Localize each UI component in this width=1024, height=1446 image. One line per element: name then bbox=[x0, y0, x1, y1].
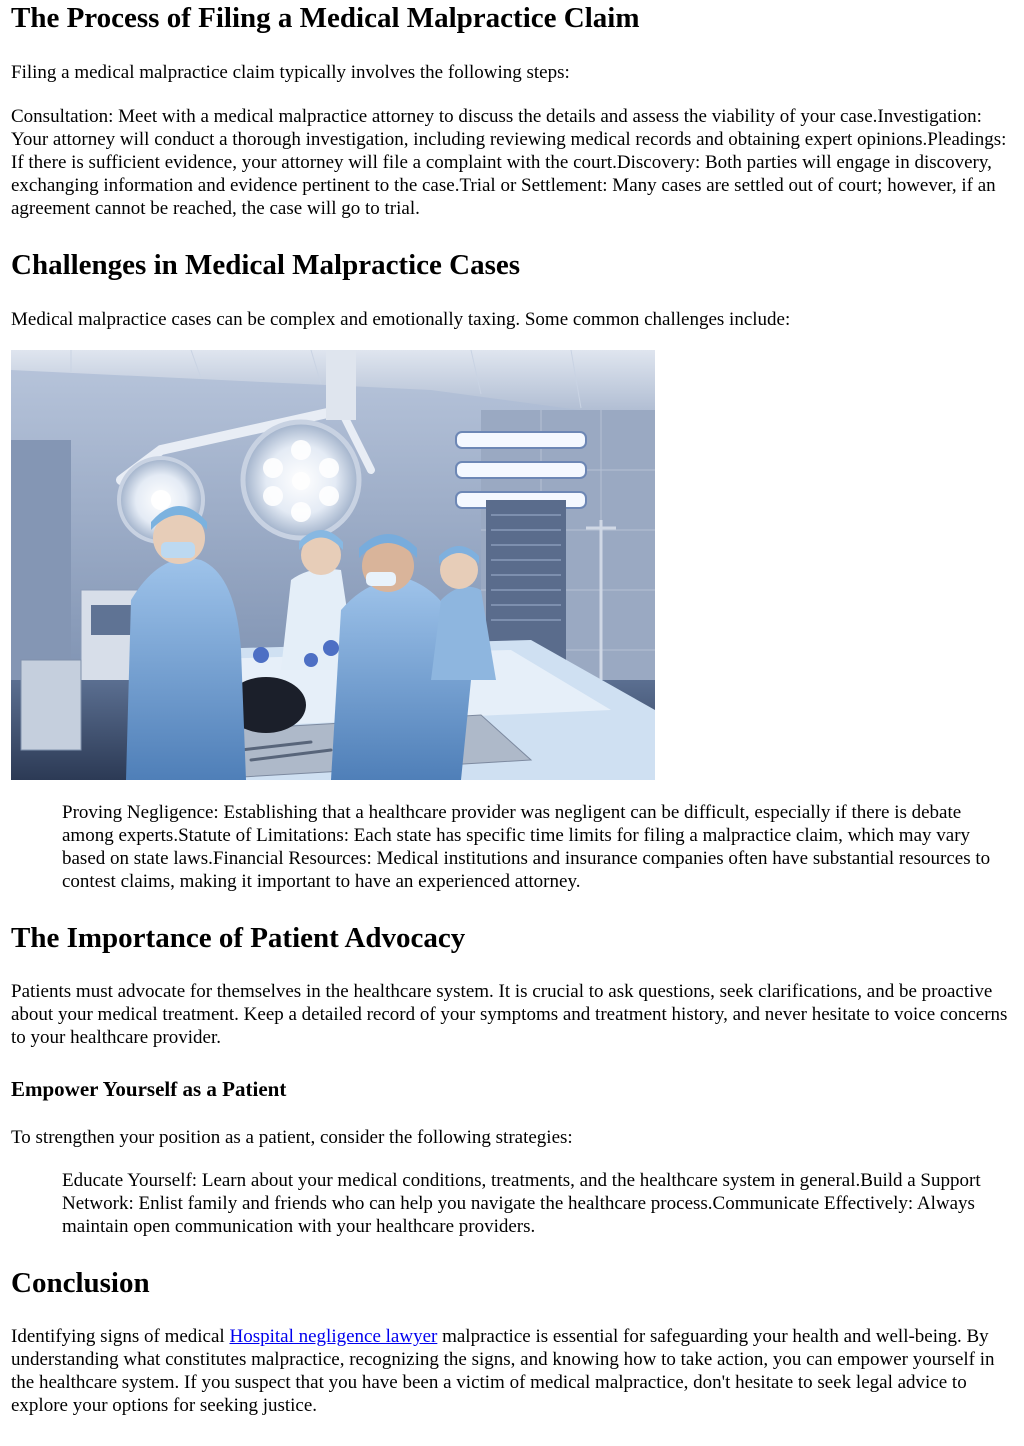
heading-challenges: Challenges in Medical Malpractice Cases bbox=[11, 249, 521, 281]
filing-intro-paragraph: Filing a medical malpractice claim typically involves the following steps: bbox=[11, 62, 570, 83]
strategies-list: Educate Yourself: Learn about your medical conditions, treatments, and the healthcare system in general.Build a Support Network: Enlist family and friends who can help you navigate the healthcare process.Communicate Effectively: Always maintain open communication with your healthcare providers. bbox=[62, 1170, 981, 1237]
heading-empower-yourself: Empower Yourself as a Patient bbox=[11, 1077, 287, 1101]
strategies-intro-paragraph: To strengthen your position as a patient, consider the following strategies: bbox=[11, 1127, 573, 1148]
advocacy-paragraph: Patients must advocate for themselves in the healthcare system. It is crucial to ask questions, seek clarifications, and be proactive about your medical treatment. Keep a detailed record of your symptoms and treatment history, and never hesitate to voice concerns to your healthcare provider. bbox=[11, 981, 1008, 1048]
operating-room-photo bbox=[11, 350, 655, 780]
hospital-negligence-lawyer-link[interactable]: Hospital negligence lawyer bbox=[229, 1326, 438, 1347]
challenges-intro-paragraph: Medical malpractice cases can be complex and emotionally taxing. Some common challenges include: bbox=[11, 309, 791, 330]
filing-steps-paragraph: Consultation: Meet with a medical malpractice attorney to discuss the details and assess the viability of your case.Investigation: Your attorney will conduct a thorough investigation, including reviewing medical records and obtaining expert opinions.Pleadings: If there is sufficient evidence, your attorney will file a complaint with the court.Discovery: Both parties will engage in discovery, exchanging information and evidence pertinent to the case.Trial or Settlement: Many cases are settled out of court; however, if an agreement cannot be reached, the case will go to trial. bbox=[11, 106, 1007, 219]
conclusion-paragraph bbox=[11, 1325, 1014, 1417]
conclusion-text-start: Identifying signs of medical bbox=[11, 1326, 230, 1347]
heading-filing-process: The Process of Filing a Medical Malpractice Claim bbox=[11, 2, 640, 34]
conclusion-text-end: malpractice is essential for safeguarding your health and well-being. By understanding what constitutes malpractice, recognizing the signs, and knowing how to take action, you can empower yourself in the healthcare system. If you suspect that you have been a victim of medical malpractice, don't hesitate to seek legal advice to explore your options for seeking justice. bbox=[11, 1326, 995, 1416]
heading-conclusion: Conclusion bbox=[11, 1267, 150, 1299]
surgery-illustration bbox=[11, 350, 655, 780]
challenges-list: Proving Negligence: Establishing that a healthcare provider was negligent can be difficult, especially if there is debate among experts.Statute of Limitations: Each state has specific time limits for filing a malpractice claim, which may vary based on state laws.Financial Resources: Medical institutions and insurance companies often have substantial resources to contest claims, making it important to have an experienced attorney. bbox=[62, 802, 991, 892]
heading-patient-advocacy: The Importance of Patient Advocacy bbox=[11, 922, 466, 954]
